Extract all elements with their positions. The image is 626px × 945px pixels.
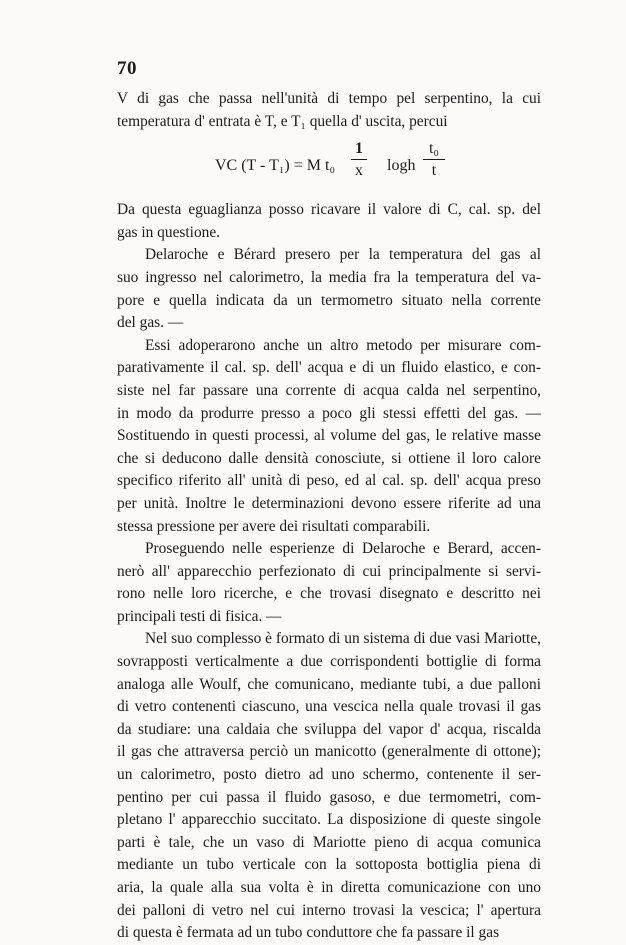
text-line: principali testi di fisica. — (117, 607, 282, 625)
text-line: del gas. — (117, 314, 184, 332)
text-line: aria, la quale alla sua volta è in diretta comunicazione con uno (117, 879, 541, 896)
paragraphs (117, 199, 541, 945)
text-line: mediante un tubo verticale con la sottoposta bottiglia piena di (117, 856, 541, 874)
text-line: pentino per cui passa il fluido gasoso, e due termometri, com- (117, 788, 541, 806)
fraction-denominator: x (355, 162, 363, 180)
page-number: 70 (117, 58, 137, 79)
text-line: siste nel far passare una corrente di acqua calda nel serpentino, (117, 381, 541, 399)
text-line: di vetro contenenti ciascuno, una vescica nella quale trovasi il gas (117, 698, 541, 716)
text-line: di questa è fermata ad un tubo conduttore che fa passare il gas (117, 924, 500, 942)
text-line: per unità. Inoltre le determinazioni devono essere riferite ad una (117, 494, 541, 512)
text-line: pore e quella indicata da un termometro situato nella corrente (117, 291, 541, 309)
fraction-one-over-x (351, 139, 367, 182)
text-line: Essi adoperarono anche un altro metodo per misurare com- (145, 336, 541, 354)
text-line: che si deducono dalle densità conosciute, si ottiene il loro calore (117, 449, 541, 467)
text-line: sovrapposti verticalmente a due corrispondenti bottiglie di forma (117, 653, 541, 671)
text-line: pletano l' apparecchio succitato. La disposizione di queste singole (117, 811, 541, 829)
formula (117, 137, 541, 197)
text-line: Proseguendo nelle esperienze di Delaroche e Berard, accen- (145, 540, 541, 558)
fraction-denominator: t (431, 162, 437, 180)
text-line: un calorimetro, posto dietro ad uno schermo, contenente il ser- (117, 766, 541, 784)
text-line: nerò all' apparecchio perfezionato di cui principalmente si servi- (117, 562, 541, 580)
fraction-t0-over-t (423, 139, 445, 182)
text-line: Delaroche e Bérard presero per la temperatura del gas al (145, 246, 541, 264)
text-line: Nel suo complesso è formato di un sistema di due vasi Mariotte, (145, 630, 541, 648)
formula-log: logh (387, 157, 416, 175)
text-line: in modo da produrre presso a poco gli stessi effetti del gas. — (117, 404, 541, 422)
text-line: parti è tale, che un vaso di Mariotte pieno di acqua comunica (117, 833, 541, 851)
text-line: suo ingresso nel calorimetro, la media fra la temperatura del va- (117, 268, 541, 286)
text-line: analoga alle Woulf, che comunicano, mediante tubi, a due palloni (117, 675, 541, 693)
text-line: stessa pressione per avere dei risultati comparabili. (117, 517, 431, 535)
formula-lhs: VC (T - T₁) = M t₀ (215, 157, 336, 175)
text-line: dei palloni di vetro nel cui interno trovasi la vescica; l' apertura (117, 901, 541, 919)
text-line: specifico riferito all' unità di peso, ed al cal. sp. dell' acqua preso (117, 472, 541, 490)
body-text (117, 88, 541, 945)
text-line: il gas che attraversa perciò un manicotto (generalmente di ottone); (117, 743, 541, 761)
fraction-numerator: t₀ (423, 139, 445, 160)
text-line: temperatura d' entrata è T, e T₁ quella d' uscita, percui (117, 112, 448, 130)
text-line: V di gas che passa nell'unità di tempo pel serpentino, la cui (117, 90, 541, 107)
text-line: da studiare: una caldaia che sviluppa del vapor d' acqua, riscalda (117, 720, 541, 738)
text-line: parativamente il cal. sp. dell' acqua e di un fluido elastico, e con- (117, 359, 541, 377)
fraction-numerator: 1 (351, 139, 367, 160)
text-line: Sostituendo in questi processi, al volume del gas, le relative masse (117, 427, 541, 445)
text-line: Da questa eguaglianza posso ricavare il valore di C, cal. sp. del (117, 201, 541, 219)
text-line: rono nelle loro ricerche, e che trovasi disegnato e descritto nei (117, 585, 541, 603)
text-line: gas in questione. (117, 223, 221, 241)
